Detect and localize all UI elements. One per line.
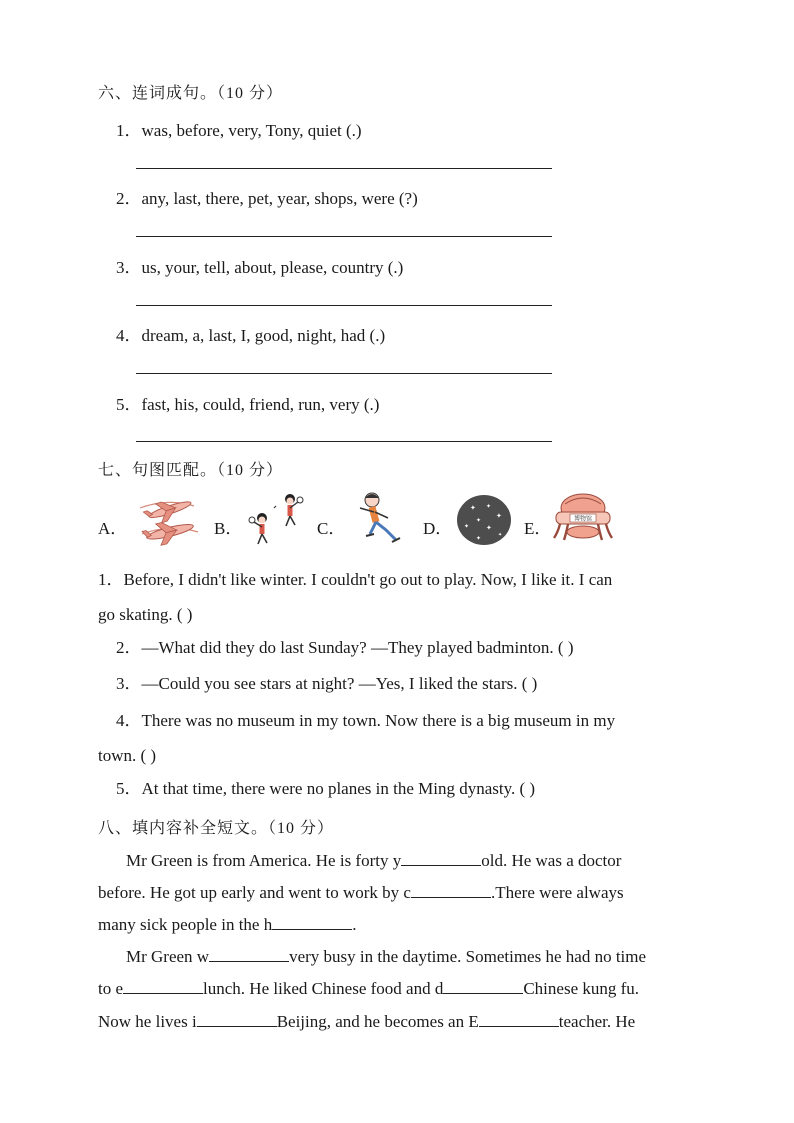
s8-blank-7[interactable]	[197, 1012, 277, 1027]
s7-item-5: 5．At that time, there were no planes in the Ming dynasty. ( )	[116, 779, 536, 798]
option-b-label: B．	[214, 519, 243, 538]
s8-p2-text-e: Chinese kung fu.	[523, 979, 640, 998]
s8-p2-line1	[126, 947, 726, 967]
s8-blank-8[interactable]	[479, 1012, 559, 1027]
s8-p1-text-b: old. He was a doctor	[481, 851, 622, 870]
s6-item-5	[116, 390, 379, 415]
s6-answer-line-5[interactable]	[136, 441, 552, 442]
s7-item-2: 2．—What did they do last Sunday? —They played badminton. ( )	[116, 638, 574, 657]
svg-text:✦: ✦	[476, 535, 482, 542]
museum-building-icon	[550, 490, 616, 546]
s8-p2-line2	[98, 979, 698, 999]
s6-item-4-words: dream, a, last, I, good, night, had (.)	[141, 326, 386, 345]
s6-answer-line-3[interactable]	[136, 305, 552, 306]
s6-item-1-words: was, before, very, Tony, quiet (.)	[141, 121, 362, 140]
s7-item-1-line1: 1．Before, I didn't like winter. I couldn't go out to play. Now, I like it. I can	[98, 570, 613, 589]
s6-item-5-words: fast, his, could, friend, run, very (.)	[141, 395, 380, 414]
s8-blank-4[interactable]	[209, 947, 289, 962]
s8-p1-line3	[98, 915, 698, 935]
s8-p1-text-c: before. He got up early and went to work by c	[98, 883, 411, 902]
section-6-title: 六、连词成句。（10 分）	[98, 85, 284, 102]
museum-sign-text: 博物馆	[573, 515, 593, 523]
s8-p1-text-f: .	[352, 915, 357, 934]
s8-p2-line3	[98, 1012, 698, 1032]
s8-p1-line2	[98, 883, 698, 903]
s7-item-4-line2: town. ( )	[98, 746, 157, 765]
s8-p2-text-b: very busy in the daytime. Sometimes he had no time	[289, 947, 647, 966]
option-c-label: C．	[317, 519, 346, 538]
s6-item-3	[116, 253, 403, 278]
s8-p1-text-e: many sick people in the h	[98, 915, 273, 934]
s8-blank-2[interactable]	[411, 883, 491, 898]
s8-p2-text-g: Beijing, and he becomes an E	[276, 1012, 479, 1031]
badminton-players-icon	[246, 492, 306, 548]
s7-item-3: 3．—Could you see stars at night? —Yes, I liked the stars. ( )	[116, 674, 538, 693]
night-sky-stars-icon	[456, 494, 512, 546]
s8-p1-text-a: Mr Green is from America. He is forty y	[126, 851, 402, 870]
s6-item-2-words: any, last, there, pet, year, shops, were (?)	[141, 189, 418, 208]
s6-item-2	[116, 184, 418, 209]
option-a-label: A．	[98, 519, 128, 538]
svg-text:✦: ✦	[498, 532, 503, 538]
svg-text:✦: ✦	[496, 512, 502, 520]
s7-item-1-line2: go skating. ( )	[98, 605, 193, 624]
s6-answer-line-2[interactable]	[136, 236, 552, 237]
s6-answer-line-4[interactable]	[136, 373, 552, 374]
s8-blank-5[interactable]	[123, 979, 203, 994]
s8-blank-1[interactable]	[401, 851, 481, 866]
svg-text:✦: ✦	[476, 517, 482, 524]
s6-item-3-num: 3．	[116, 258, 142, 277]
s8-p2-text-d: lunch. He liked Chinese food and d	[203, 979, 444, 998]
s6-item-1-num: 1．	[116, 121, 142, 140]
s6-item-4-num: 4．	[116, 326, 142, 345]
airplanes-icon	[136, 494, 202, 546]
skating-boy-icon	[352, 490, 406, 548]
option-e-label: E．	[524, 519, 552, 538]
section-7-title: 七、句图匹配。（10 分）	[98, 462, 284, 479]
s8-p2-text-h: teacher. He	[558, 1012, 636, 1031]
s8-blank-6[interactable]	[443, 979, 523, 994]
s6-item-5-num: 5．	[116, 395, 142, 414]
s6-item-2-num: 2．	[116, 189, 142, 208]
s8-p1-line1	[126, 851, 726, 871]
s8-p2-text-c: to e	[98, 979, 124, 998]
section-8-title: 八、填内容补全短文。（10 分）	[98, 820, 335, 837]
s8-p2-text-f: Now he lives i	[98, 1012, 197, 1031]
s6-item-1	[116, 116, 362, 141]
svg-text:✦: ✦	[464, 523, 470, 530]
s7-item-4-line1: 4．There was no museum in my town. Now there is a big museum in my	[116, 711, 616, 730]
s6-answer-line-1[interactable]	[136, 168, 552, 169]
svg-text:✦: ✦	[470, 504, 476, 512]
s8-p1-text-d: .There were always	[490, 883, 624, 902]
option-d-label: D．	[423, 519, 453, 538]
s8-blank-3[interactable]	[272, 915, 352, 930]
s8-p2-text-a: Mr Green w	[126, 947, 210, 966]
s6-item-3-words: us, your, tell, about, please, country (.)	[141, 258, 404, 277]
s6-item-4	[116, 321, 385, 346]
svg-text:✦: ✦	[486, 524, 492, 532]
svg-text:✦: ✦	[486, 503, 492, 510]
